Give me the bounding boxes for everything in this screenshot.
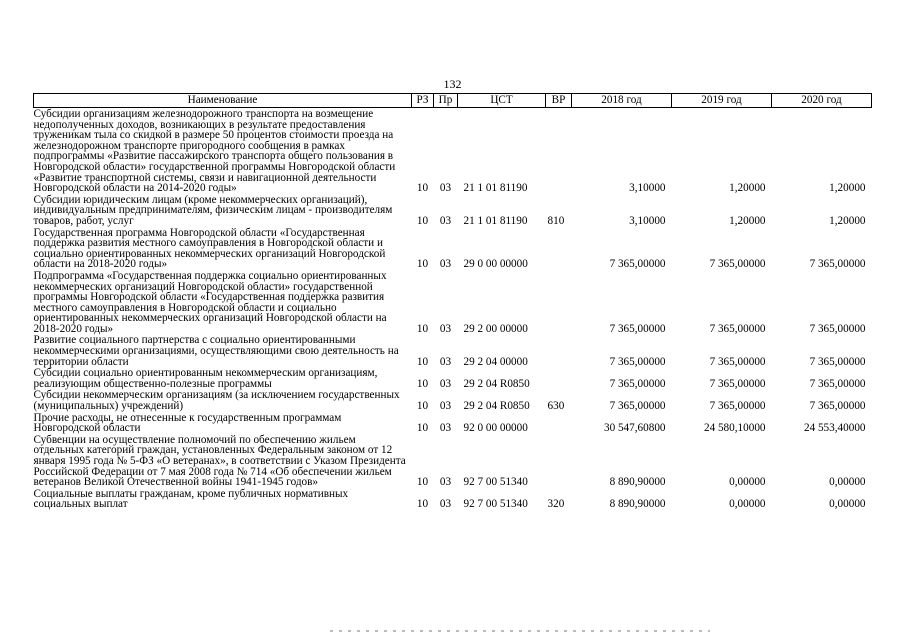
row-2019: 0,00000 <box>729 476 766 489</box>
row-name: Социальные выплаты гражданам, кроме публичных нормативных социальных выплат <box>33 487 349 511</box>
row-2020: 1,20000 <box>829 214 866 227</box>
header-2020: 2020 год <box>772 94 872 108</box>
row-pr: 03 <box>439 498 452 511</box>
row-name: Прочие расходы, не отнесенные к государственным программам Новгородской области <box>33 411 342 435</box>
table-row <box>34 434 872 488</box>
row-vr <box>546 412 572 434</box>
row-pr: 03 <box>439 355 452 368</box>
table-row <box>34 367 872 389</box>
header-pr: Пр <box>434 94 458 108</box>
table-row <box>34 412 872 434</box>
row-vr: 810 <box>547 214 565 227</box>
row-vr: 630 <box>547 400 565 413</box>
row-name: Субсидии некоммерческим организациям (за исключением государственных (муниципальных) учреждений) <box>33 389 400 413</box>
row-vr <box>546 108 572 194</box>
table-row <box>34 389 872 411</box>
table-row <box>34 488 872 510</box>
table-row <box>34 334 872 367</box>
row-rz: 10 <box>416 258 429 271</box>
row-name: Развитие социального партнерства с социально ориентированными некоммерческими организациями, осуществляющими свою деятельность на территории области <box>33 334 399 368</box>
row-2020: 7 365,00000 <box>809 377 866 390</box>
row-vr <box>546 227 572 270</box>
row-rz: 10 <box>416 214 429 227</box>
row-pr: 03 <box>439 182 452 195</box>
row-pr: 03 <box>439 400 452 413</box>
table-body <box>34 108 872 510</box>
row-name: Субвенции на осуществление полномочий по обеспечению жильем отдельных категорий граждан, установленных Федеральным законом от 12 января 1995 года № 5-ФЗ «О ветеранах», в соответствии с Указом Президента Российской Федерации от 7 мая 2008 года № 714 «Об обеспечении жильем ветеранов Великой Отечественной войны 1941-1945 годов» <box>33 433 406 489</box>
row-name: Субсидии организациям железнодорожного транспорта на возмещение недополученных доходов, возникающих в результате предоставления труженикам тыла со скидкой в размере 50 процентов стоимости проезда на железнодорожном транспорте пригородного сообщения в рамках подпрограммы «Развитие пассажирского транспорта общего пользования в Новгородской области» государственной программы Новгородской области «Развитие транспортной системы, связи и навигационной деятельности Новгородской области на 2014-2020 годы» <box>33 108 396 195</box>
row-2020: 1,20000 <box>829 182 866 195</box>
row-2020: 7 365,00000 <box>809 322 866 335</box>
row-2018: 3,10000 <box>629 214 666 227</box>
row-name: Субсидии социально ориентированным некоммерческим организациям, реализующим общественно-полезные программы <box>33 367 378 390</box>
page-number: 132 <box>443 77 462 91</box>
row-vr <box>546 367 572 389</box>
row-rz: 10 <box>416 182 429 195</box>
header-rz: РЗ <box>412 94 434 108</box>
row-cst: 29 2 04 00000 <box>463 355 528 368</box>
row-2018: 7 365,00000 <box>609 355 666 368</box>
row-rz: 10 <box>416 377 429 390</box>
table-row <box>34 270 872 335</box>
header-2018: 2018 год <box>572 94 672 108</box>
row-cst: 29 2 04 R0850 <box>463 377 530 390</box>
table-header-row <box>34 94 872 108</box>
row-rz: 10 <box>416 422 429 435</box>
row-2018: 7 365,00000 <box>609 322 666 335</box>
row-2019: 7 365,00000 <box>709 377 766 390</box>
row-2018: 3,10000 <box>629 182 666 195</box>
row-2020: 7 365,00000 <box>809 258 866 271</box>
row-2019: 0,00000 <box>729 498 766 511</box>
row-cst: 92 0 00 00000 <box>463 422 528 435</box>
row-pr: 03 <box>439 258 452 271</box>
header-cst: ЦСТ <box>458 94 546 108</box>
row-2019: 7 365,00000 <box>709 400 766 413</box>
row-2019: 24 580,10000 <box>703 422 766 435</box>
row-2018: 7 365,00000 <box>609 377 666 390</box>
row-pr: 03 <box>439 377 452 390</box>
row-2020: 7 365,00000 <box>809 400 866 413</box>
header-vr: ВР <box>546 94 572 108</box>
budget-table <box>33 93 872 510</box>
row-pr: 03 <box>439 214 452 227</box>
row-2018: 30 547,60800 <box>603 422 666 435</box>
row-2018: 7 365,00000 <box>609 400 666 413</box>
row-rz: 10 <box>416 355 429 368</box>
row-2018: 7 365,00000 <box>609 258 666 271</box>
row-2019: 7 365,00000 <box>709 355 766 368</box>
row-vr <box>546 334 572 367</box>
row-rz: 10 <box>416 322 429 335</box>
table-row <box>34 227 872 270</box>
row-vr: 320 <box>547 498 565 511</box>
row-cst: 21 1 01 81190 <box>463 182 528 195</box>
row-rz: 10 <box>416 476 429 489</box>
row-pr: 03 <box>439 322 452 335</box>
header-name: Наименование <box>34 94 412 108</box>
row-2019: 1,20000 <box>729 182 766 195</box>
row-2019: 7 365,00000 <box>709 322 766 335</box>
row-cst: 29 2 00 00000 <box>463 322 528 335</box>
table-row <box>34 194 872 227</box>
row-vr <box>546 270 572 335</box>
row-2020: 7 365,00000 <box>809 355 866 368</box>
row-2019: 7 365,00000 <box>709 258 766 271</box>
row-cst: 29 2 04 R0850 <box>463 400 530 413</box>
row-rz: 10 <box>416 400 429 413</box>
row-cst: 92 7 00 51340 <box>463 498 528 511</box>
row-cst: 92 7 00 51340 <box>463 476 528 489</box>
row-pr: 03 <box>439 422 452 435</box>
row-2018: 8 890,90000 <box>609 498 666 511</box>
header-2019: 2019 год <box>672 94 772 108</box>
row-name: Подпрограмма «Государственная поддержка социально ориентированных некоммерческих организаций Новгородской области» государственной программы Новгородской области «Государственная поддержка развития местного самоуправления в Новгородской области и социально ориентированных некоммерческих организаций Новгородской области на 2018-2020 годы» <box>33 269 387 335</box>
row-cst: 21 1 01 81190 <box>463 214 528 227</box>
row-2020: 0,00000 <box>829 476 866 489</box>
row-vr <box>546 434 572 488</box>
scan-artifact <box>330 630 710 632</box>
row-2020: 24 553,40000 <box>803 422 866 435</box>
row-2020: 0,00000 <box>829 498 866 511</box>
table-row <box>34 108 872 194</box>
row-2018: 8 890,90000 <box>609 476 666 489</box>
row-pr: 03 <box>439 476 452 489</box>
row-cst: 29 0 00 00000 <box>463 258 528 271</box>
row-2019: 1,20000 <box>729 214 766 227</box>
row-name: Субсидии юридическим лицам (кроме некоммерческих организаций), индивидуальным предпринимателям, физическим лицам - производителям товаров, работ, услуг <box>33 193 393 227</box>
row-name: Государственная программа Новгородской области «Государственная поддержка развития местного самоуправления в Новгородской области и социально ориентированных некоммерческих организаций Новгородской области на 2018-2020 годы» <box>33 226 386 271</box>
row-rz: 10 <box>416 498 429 511</box>
